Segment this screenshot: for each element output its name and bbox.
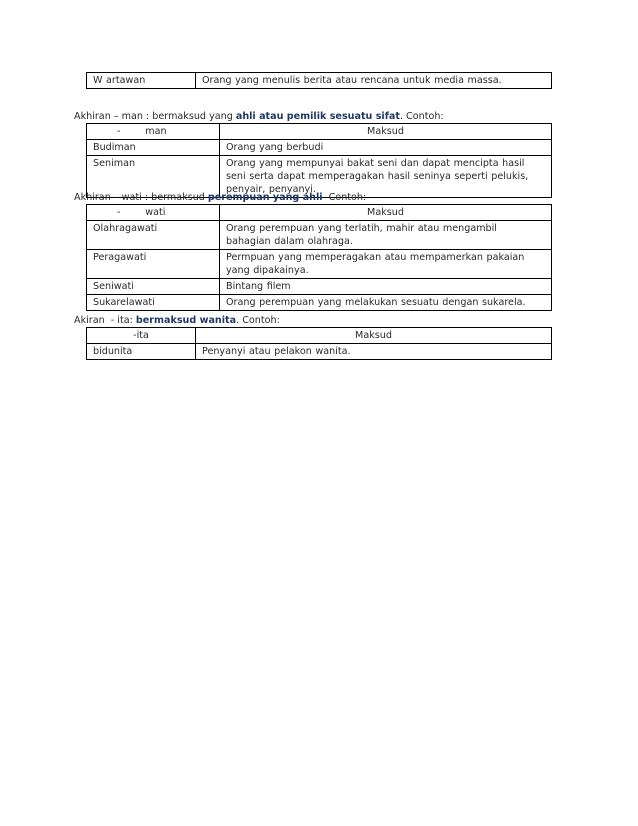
- word-cell: Sukarelawati: [87, 295, 220, 311]
- table-row: [87, 73, 552, 89]
- intro-text: . Contoh:: [399, 111, 444, 122]
- table-row: [87, 221, 552, 250]
- word-cell: bidunita: [87, 344, 196, 360]
- table-header-row: [87, 328, 552, 344]
- intro-wati: [74, 191, 366, 204]
- table-header-row: [87, 124, 552, 140]
- header-suffix: - man: [87, 124, 220, 140]
- intro-text: Akhiran – wati : bermaksud: [74, 192, 208, 203]
- intro-bold-text: perempuan yang ahli: [207, 192, 323, 203]
- word-cell: Olahragawati: [87, 221, 220, 250]
- intro-bold-text: ahli atau pemilik sesuatu sifat: [235, 111, 400, 122]
- table-row: [87, 295, 552, 311]
- meaning-cell: Permpuan yang memperagakan atau mempamerkan pakaian yang dipakainya.: [220, 250, 552, 279]
- table-header-row: [87, 205, 552, 221]
- table-wati: [86, 204, 552, 311]
- header-suffix: - wati: [87, 205, 220, 221]
- header-meaning: Maksud: [220, 124, 552, 140]
- table-row: [87, 279, 552, 295]
- table-row: [87, 140, 552, 156]
- intro-text: Contoh:: [322, 192, 367, 203]
- word-cell: Peragawati: [87, 250, 220, 279]
- header-meaning: Maksud: [220, 205, 552, 221]
- header-suffix: -ita: [87, 328, 196, 344]
- meaning-cell: Penyanyi atau pelakon wanita.: [196, 344, 552, 360]
- meaning-cell: Orang yang mempunyai bakat seni dan dapat mencipta hasil seni serta dapat memperagakan hasil seninya seperti pelukis, penyair, penyanyi.: [220, 156, 552, 198]
- intro-text: . Contoh:: [236, 315, 280, 326]
- table-ita: [86, 327, 552, 360]
- meaning-cell: Orang perempuan yang melakukan sesuatu dengan sukarela.: [220, 295, 552, 311]
- table-row: [87, 250, 552, 279]
- intro-bold-text: bermaksud wanita: [135, 315, 237, 326]
- header-meaning: Maksud: [196, 328, 552, 344]
- intro-text: Akiran - ita:: [74, 315, 136, 326]
- word-cell: Seniman: [87, 156, 220, 198]
- word-cell: Seniwati: [87, 279, 220, 295]
- intro-text: Akhiran – man : bermaksud yang: [74, 111, 236, 122]
- intro-man: [74, 110, 444, 123]
- meaning-cell: Orang yang berbudi: [220, 140, 552, 156]
- intro-ita: [74, 314, 280, 327]
- meaning-cell: Orang yang menulis berita atau rencana untuk media massa.: [196, 73, 552, 89]
- table-man: [86, 123, 552, 198]
- table-row: [87, 344, 552, 360]
- word-cell: W artawan: [87, 73, 196, 89]
- meaning-cell: Orang perempuan yang terlatih, mahir atau mengambil bahagian dalam olahraga.: [220, 221, 552, 250]
- meaning-cell: Bintang filem: [220, 279, 552, 295]
- word-cell: Budiman: [87, 140, 220, 156]
- table-wartawan: [86, 72, 552, 89]
